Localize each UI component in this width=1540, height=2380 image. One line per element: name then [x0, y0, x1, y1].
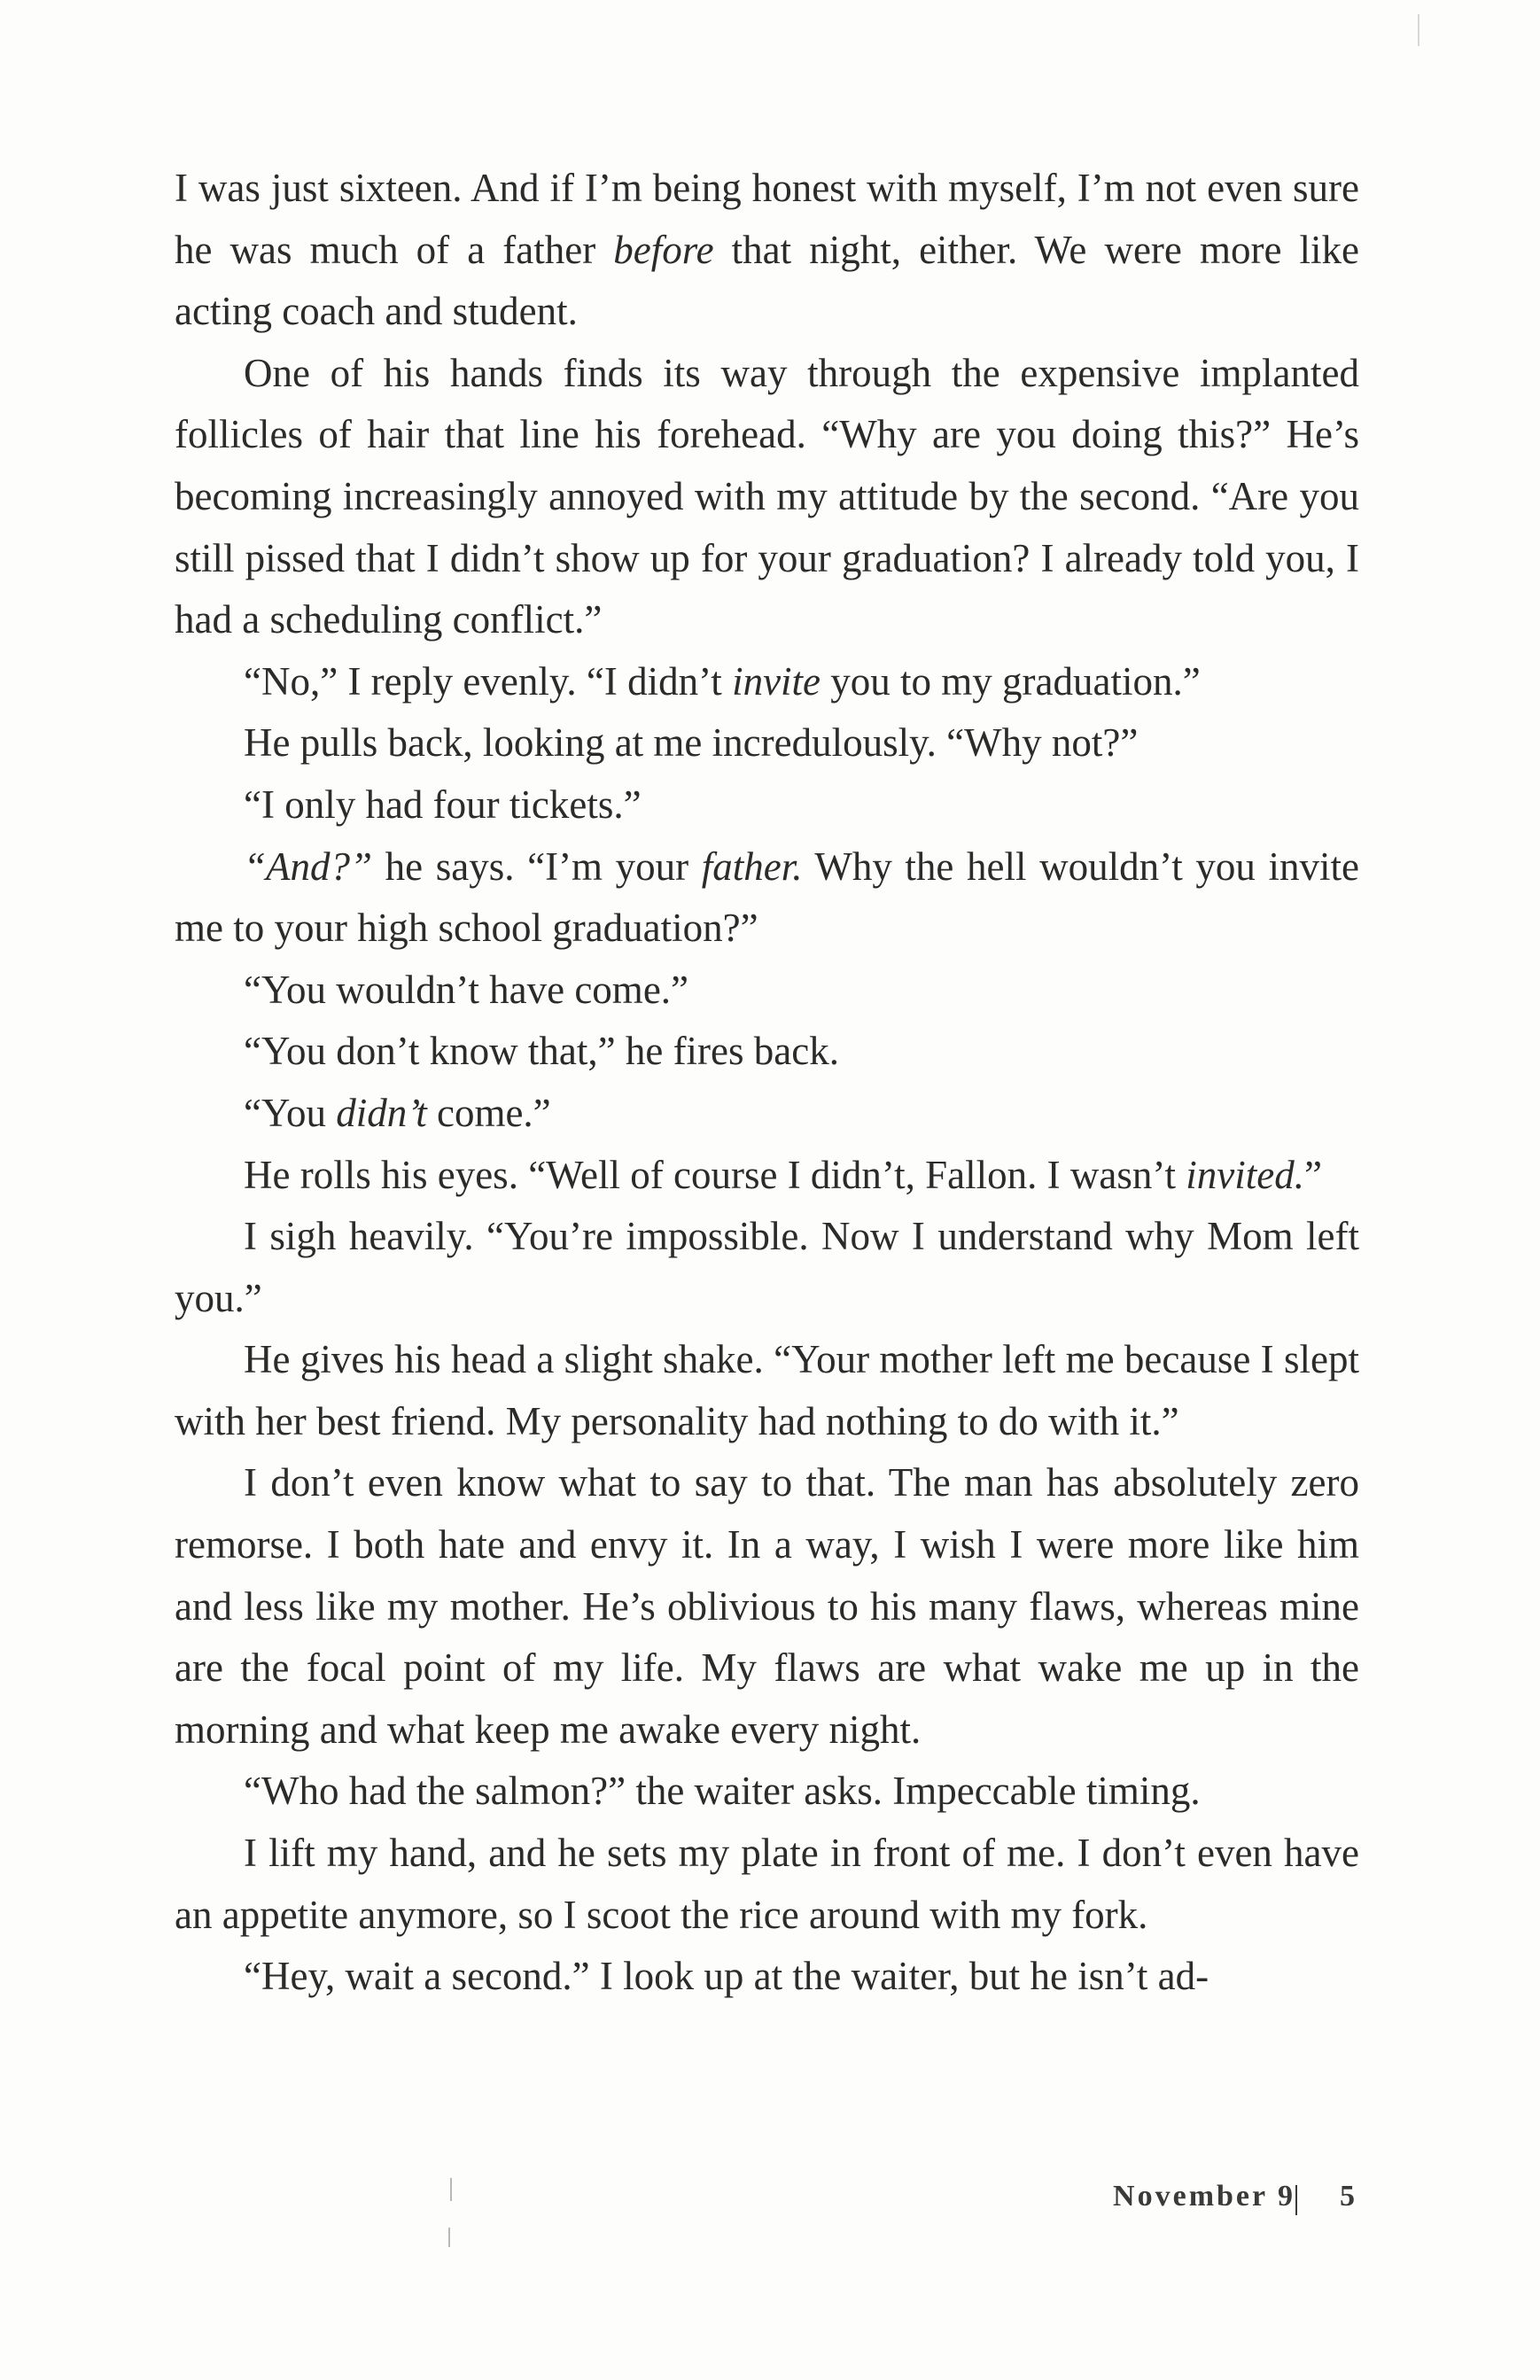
italic-run: “And?”: [244, 844, 373, 889]
text-run: I was just sixteen. And if I’m being honest with myself, I’m not even sure he was much of a father: [175, 166, 1359, 272]
text-run: I lift my hand, and he sets my plate in front of me. I don’t even have an appetite anymore, so I scoot the rice around with my fork.: [175, 1831, 1359, 1937]
paragraph: [175, 1021, 1359, 1083]
paragraph: [175, 836, 1359, 960]
paragraph: [175, 1329, 1359, 1452]
italic-run: father.: [701, 844, 803, 889]
running-head: November 9: [1113, 2180, 1295, 2213]
paragraph: [175, 158, 1359, 343]
paragraph: [175, 343, 1359, 651]
paragraph: [175, 1145, 1359, 1207]
paragraph: [175, 1083, 1359, 1145]
italic-run: invite: [732, 658, 821, 704]
body-text: [175, 158, 1359, 2008]
paragraph: [175, 1761, 1359, 1823]
italic-run: didn’t: [336, 1090, 427, 1135]
paragraph: [175, 1206, 1359, 1329]
text-run: He gives his head a slight shake. “Your mother left me because I slept with her best friend. My personality had nothing to do with it.”: [175, 1337, 1359, 1443]
italic-run: invited.: [1186, 1152, 1304, 1197]
text-run: ”: [1303, 1152, 1322, 1197]
paragraph: [175, 651, 1359, 713]
paragraph: [175, 712, 1359, 774]
text-run: Why the hell wouldn’t you invite me to your high school graduation?”: [175, 844, 1359, 951]
paragraph: [175, 1823, 1359, 1946]
text-run: “I only had four tickets.”: [244, 782, 642, 827]
scan-artifact-mark: [1418, 14, 1419, 46]
text-run: “You: [244, 1090, 337, 1135]
paragraph: [175, 960, 1359, 1022]
text-run: He rolls his eyes. “Well of course I didn’t, Fallon. I wasn’t: [244, 1152, 1186, 1197]
text-run: “No,” I reply evenly. “I didn’t: [244, 658, 733, 704]
text-run: I sigh heavily. “You’re impossible. Now I understand why Mom left you.”: [175, 1214, 1359, 1320]
paragraph: [175, 1452, 1359, 1761]
text-run: come.”: [426, 1090, 551, 1135]
paragraph: [175, 1946, 1359, 2008]
page-footer: [0, 2180, 1540, 2233]
paragraph: [175, 774, 1359, 836]
text-run: He pulls back, looking at me incredulously. “Why not?”: [244, 720, 1139, 766]
text-run: you to my graduation.”: [821, 658, 1201, 704]
text-run: One of his hands finds its way through the expensive implanted follicles of hair that line his forehead. “Why are you doing this?” He’s becoming increasingly annoyed with my attitude by the second. “Are you still pissed that I didn’t show up for your graduation? I already told you, I had a scheduling conflict.”: [175, 350, 1359, 642]
text-run: I don’t even know what to say to that. The man has absolutely zero remorse. I both hate and envy it. In a way, I wish I were more like him and less like my mother. He’s oblivious to his many flaws, whereas mine are the focal point of my life. My flaws are what wake me up in the morning and what keep me awake every night.: [175, 1460, 1359, 1752]
text-run: “You don’t know that,” he fires back.: [244, 1029, 839, 1074]
text-run: “Who had the salmon?” the waiter asks. Impeccable timing.: [244, 1769, 1201, 1814]
text-run: “Hey, wait a second.” I look up at the waiter, but he isn’t ad-: [244, 1954, 1209, 1999]
text-run: that night, either. We were more like acting coach and student.: [175, 227, 1359, 334]
text-run: he says. “I’m your: [372, 844, 702, 889]
page-number: 5: [1340, 2180, 1355, 2213]
text-run: “You wouldn’t have come.”: [244, 967, 689, 1012]
footer-separator: [1295, 2185, 1297, 2215]
italic-run: before: [613, 227, 714, 272]
